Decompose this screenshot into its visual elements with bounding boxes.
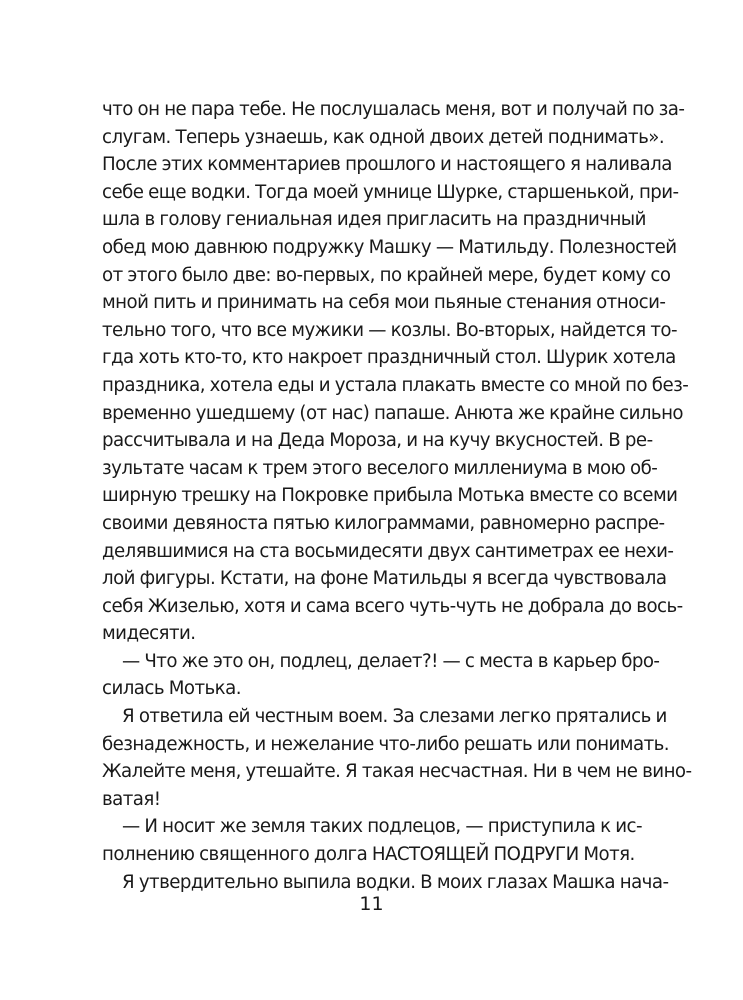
text-line: ширную трешку на Покровке прибыла Мотька вместе со всеми: [102, 485, 678, 507]
text-line: шла в голову гениальная идея пригласить на праздничный: [102, 209, 646, 231]
text-line: тельно того, что все мужики — козлы. Во-вторых, найдется то-: [102, 319, 677, 341]
text-line: себя Жизелью, хотя и сама всего чуть-чуть не добрала до вось-: [102, 595, 683, 617]
text-line: слугам. Теперь узнаешь, как одной двоих детей поднимать».: [102, 126, 665, 148]
text-line: После этих комментариев прошлого и настоящего я наливала: [102, 154, 672, 176]
text-line: мидесяти.: [102, 623, 196, 645]
text-line: лой фигуры. Кстати, на фоне Матильды я всегда чувствовала: [102, 568, 667, 590]
body-text: [102, 96, 692, 896]
text-line: Жалейте меня, утешайте. Я такая несчастная. Ни в чем не вино-: [102, 761, 692, 783]
text-line: рассчитывала и на Деда Мороза, и на кучу вкусностей. В ре-: [102, 430, 653, 452]
text-line: Я утвердительно выпила водки. В моих глазах Машка нача-: [122, 871, 669, 893]
text-line: силась Мотька.: [102, 678, 241, 700]
text-line: от этого было две: во-первых, по крайней мере, будет кому со: [102, 264, 671, 286]
text-line: мной пить и принимать на себя мои пьяные стенания относи-: [102, 292, 666, 314]
text-line: — И носит же земля таких подлецов, — приступила к ис-: [122, 816, 642, 838]
text-line: полнению священного долга НАСТОЯЩЕЙ ПОДРУГИ Мотя.: [102, 844, 635, 866]
text-line: праздника, хотела еды и устала плакать вместе со мной по без-: [102, 374, 689, 396]
text-line: что он не пара тебе. Не послушалась меня, вот и получай по за-: [102, 99, 685, 120]
text-line: Я ответила ей честным воем. За слезами легко прятались и: [122, 706, 667, 728]
text-line: себе еще водки. Тогда моей умнице Шурке, старшенькой, при-: [102, 181, 679, 203]
text-line: безнадежность, и нежелание что-либо решать или понимать.: [102, 733, 670, 755]
text-line: временно ушедшему (от нас) папаше. Анюта же крайне сильно: [102, 402, 684, 424]
text-line: своими девяноста пятью килограммами, равномерно распре-: [102, 512, 665, 534]
text-line: обед мою давнюю подружку Машку — Матильду. Полезностей: [102, 236, 677, 258]
text-line: ватая!: [102, 788, 161, 810]
text-line: гда хоть кто-то, кто накроет праздничный стол. Шурик хотела: [102, 347, 676, 369]
text-line: — Что же это он, подлец, делает?! — с места в карьер бро-: [122, 650, 660, 672]
text-line: зультате часам к трем этого веселого миллениума в мою об-: [102, 457, 658, 479]
page-number: 11: [359, 893, 384, 915]
text-line: делявшимися на ста восьмидесяти двух сантиметрах ее нехи-: [102, 540, 674, 562]
